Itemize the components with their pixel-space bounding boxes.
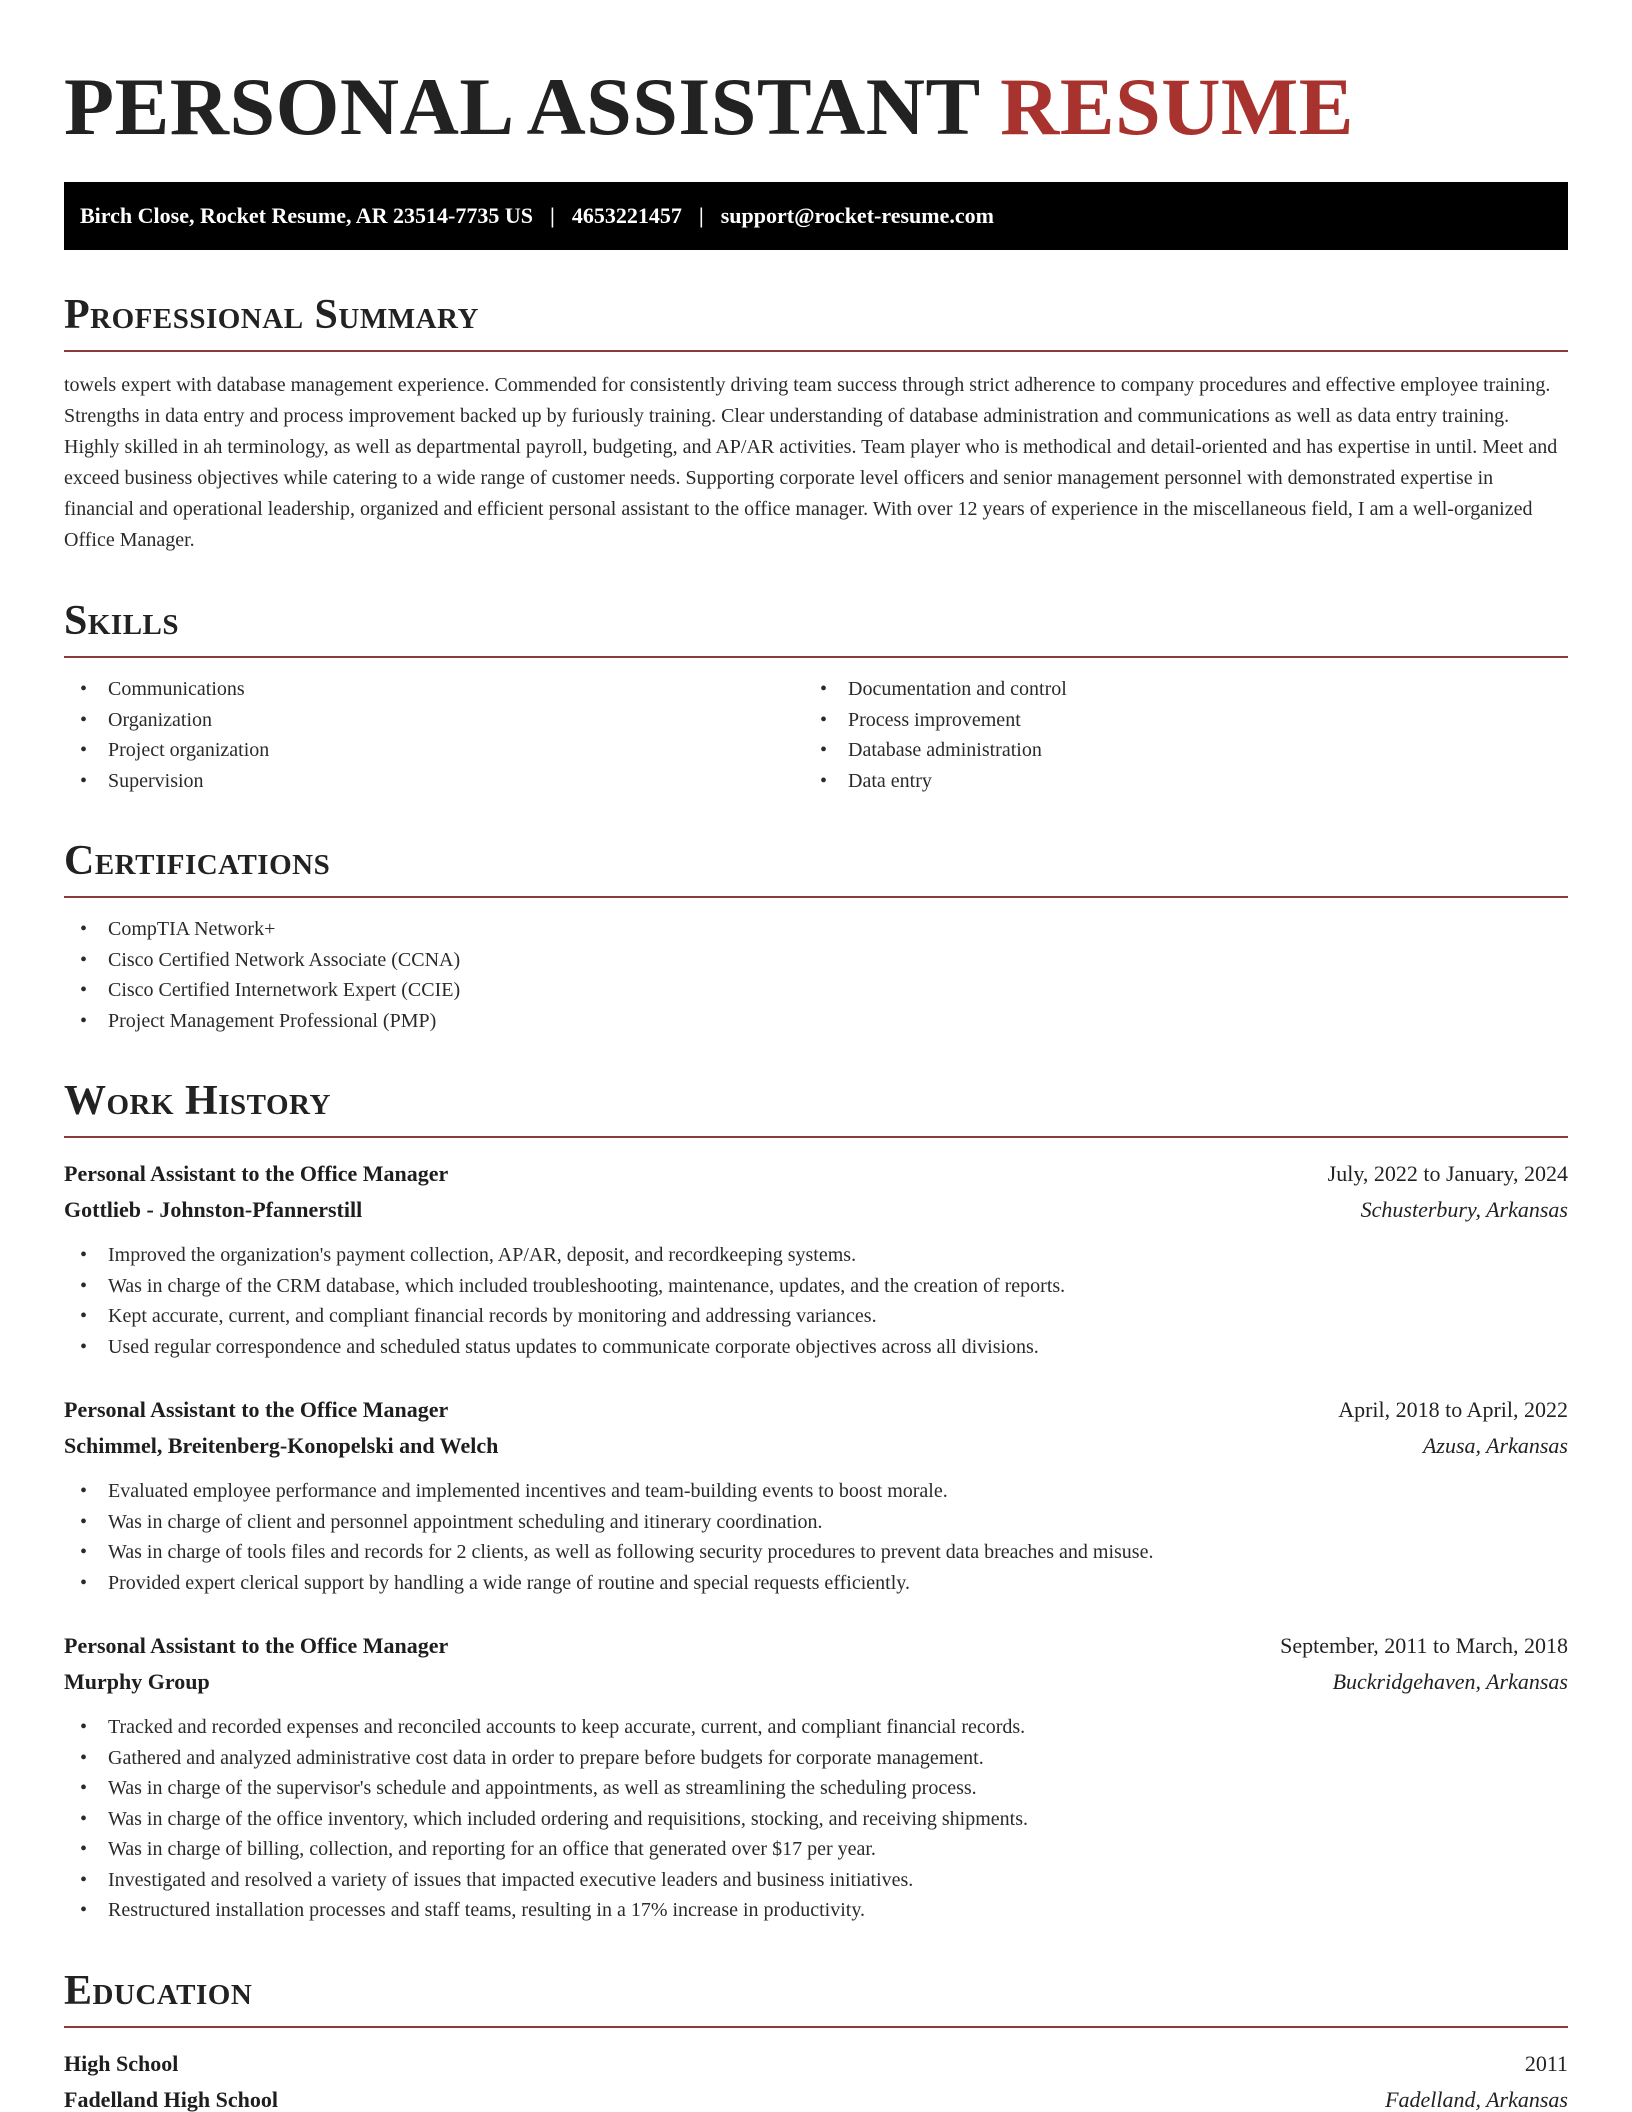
summary-section: [64, 294, 1568, 556]
skills-grid: [64, 658, 1568, 796]
job-company: Gottlieb - Johnston-Pfannerstill: [64, 1197, 363, 1222]
job-dates: July, 2022 to January, 2024: [1327, 1161, 1568, 1186]
job-company: Murphy Group: [64, 1669, 210, 1694]
job-entry: [64, 1392, 1568, 1598]
contact-separator: |: [550, 203, 555, 228]
education-year: 2011: [1524, 2050, 1568, 2076]
job-entry: [64, 1628, 1568, 1926]
job-company-row: [64, 1664, 1568, 1700]
education-entry: [64, 2046, 1568, 2112]
job-company-row: [64, 1428, 1568, 1464]
job-bullet: • Was in charge of billing, collection, and reporting for an office that generated over $17 per year.: [64, 1834, 1568, 1865]
job-bullets: [64, 1712, 1568, 1926]
job-location: Azusa, Arkansas: [1422, 1433, 1568, 1458]
certifications-heading: Certifications: [64, 840, 1568, 898]
job-bullet: • Improved the organization's payment collection, AP/AR, deposit, and recordkeeping systems.: [64, 1240, 1568, 1271]
resume-title: [64, 61, 1568, 152]
job-header-row: [64, 1392, 1568, 1428]
contact-address: Birch Close, Rocket Resume, AR 23514-7735 US: [80, 203, 534, 228]
job-title: Personal Assistant to the Office Manager: [64, 1397, 449, 1422]
job-bullet: • Gathered and analyzed administrative cost data in order to prepare before budgets for corporate management.: [64, 1743, 1568, 1774]
certification-item: • Project Management Professional (PMP): [64, 1006, 1568, 1037]
job-header-row: [64, 1156, 1568, 1192]
job-location: Buckridgehaven, Arkansas: [1332, 1669, 1568, 1694]
job-bullet: • Investigated and resolved a variety of issues that impacted executive leaders and business initiatives.: [64, 1865, 1568, 1896]
job-bullet: • Evaluated employee performance and implemented incentives and team-building events to boost morale.: [64, 1476, 1568, 1507]
work-history-section: [64, 1080, 1568, 1926]
education-degree: High School: [64, 2050, 179, 2076]
education-location: Fadelland, Arkansas: [1385, 2086, 1568, 2112]
skills-heading: Skills: [64, 600, 1568, 658]
job-title: Personal Assistant to the Office Manager: [64, 1633, 449, 1658]
education-section: [64, 1967, 1568, 2112]
job-bullets: [64, 1476, 1568, 1598]
skills-list-right: [804, 674, 1544, 796]
contact-email: support@rocket-resume.com: [720, 203, 994, 228]
contact-phone: 4653221457: [571, 203, 682, 228]
education-school-row: [64, 2082, 1568, 2112]
skills-section: [64, 600, 1568, 796]
job-bullet: • Kept accurate, current, and compliant financial records by monitoring and addressing variances.: [64, 1301, 1568, 1332]
certification-item: • Cisco Certified Internetwork Expert (CCIE): [64, 975, 1568, 1006]
skill-item: • Organization: [64, 705, 804, 736]
job-company: Schimmel, Breitenberg-Konopelski and Welch: [64, 1433, 499, 1458]
certification-item: • Cisco Certified Network Associate (CCNA): [64, 945, 1568, 976]
summary-heading: Professional Summary: [64, 294, 1568, 352]
job-dates: April, 2018 to April, 2022: [1338, 1397, 1568, 1422]
skills-list-left: [64, 674, 804, 796]
title-accent: RESUME: [1000, 61, 1354, 152]
job-bullet: • Restructured installation processes and staff teams, resulting in a 17% increase in productivity.: [64, 1895, 1568, 1926]
certifications-list: [64, 914, 1568, 1036]
skill-item: • Communications: [64, 674, 804, 705]
job-bullets: [64, 1240, 1568, 1362]
job-bullet: • Was in charge of the office inventory, which included ordering and requisitions, stocking, and receiving shipments.: [64, 1804, 1568, 1835]
job-company-row: [64, 1192, 1568, 1228]
skill-item: • Documentation and control: [804, 674, 1544, 705]
job-bullet: • Provided expert clerical support by handling a wide range of routine and special requests efficiently.: [64, 1568, 1568, 1599]
job-entry: [64, 1156, 1568, 1362]
summary-text: towels expert with database management experience. Commended for consistently driving team success through strict adherence to company procedures and effective employee training. Strengths in data entry and process improvement backed up by furiously training. Clear understanding of database administration and communications as well as data entry training. Highly skilled in ah terminology, as well as departmental payroll, budgeting, and AP/AR activities. Team player who is methodical and detail-oriented and has expertise in until. Meet and exceed business objectives while catering to a wide range of customer needs. Supporting corporate level officers and senior management personnel with demonstrated expertise in financial and operational leadership, organized and efficient personal assistant to the office manager. With over 12 years of experience in the miscellaneous field, I am a well-organized Office Manager.: [64, 374, 1558, 551]
job-dates: September, 2011 to March, 2018: [1280, 1633, 1568, 1658]
job-location: Schusterbury, Arkansas: [1360, 1197, 1568, 1222]
contact-bar: [64, 182, 1568, 250]
skill-item: • Process improvement: [804, 705, 1544, 736]
education-heading: Education: [64, 1970, 1568, 2028]
skill-item: • Database administration: [804, 735, 1544, 766]
title-main: PERSONAL ASSISTANT: [64, 61, 980, 152]
education-school: Fadelland High School: [64, 2086, 278, 2112]
education-header-row: [64, 2046, 1568, 2082]
skill-item: • Supervision: [64, 766, 804, 797]
skill-item: • Data entry: [804, 766, 1544, 797]
certifications-section: [64, 840, 1568, 1036]
job-bullet: • Was in charge of client and personnel appointment scheduling and itinerary coordination.: [64, 1507, 1568, 1538]
job-bullet: • Used regular correspondence and scheduled status updates to communicate corporate objectives across all divisions.: [64, 1332, 1568, 1363]
job-header-row: [64, 1628, 1568, 1664]
job-bullet: • Was in charge of the CRM database, which included troubleshooting, maintenance, updates, and the creation of reports.: [64, 1271, 1568, 1302]
job-bullet: • Tracked and recorded expenses and reconciled accounts to keep accurate, current, and compliant financial records.: [64, 1712, 1568, 1743]
certification-item: • CompTIA Network+: [64, 914, 1568, 945]
contact-separator: |: [698, 203, 704, 228]
job-bullet: • Was in charge of the supervisor's schedule and appointments, as well as streamlining the scheduling process.: [64, 1773, 1568, 1804]
skill-item: • Project organization: [64, 735, 804, 766]
job-bullet: • Was in charge of tools files and records for 2 clients, as well as following security procedures to prevent data breaches and misuse.: [64, 1537, 1568, 1568]
work-history-heading: Work History: [64, 1080, 1568, 1138]
job-title: Personal Assistant to the Office Manager: [64, 1161, 449, 1186]
